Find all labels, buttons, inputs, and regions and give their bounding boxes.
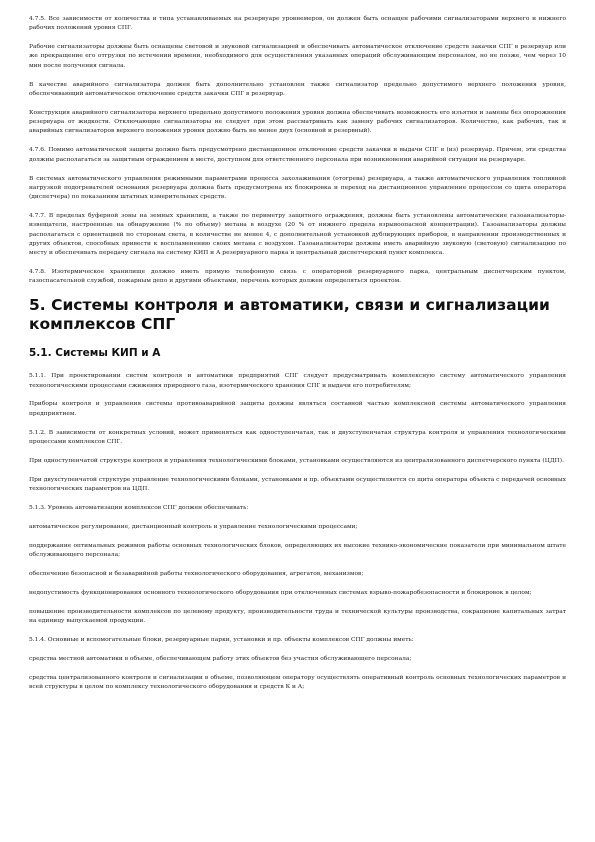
document-page (29, 15, 566, 702)
bottom-text-block (29, 372, 566, 692)
paragraph: повышение производительности комплексов по целевому продукту, производительности труда и технической культуры производства, сокращение капитальных затрат на единицу выпускаемой продукции. (29, 608, 566, 624)
paragraph: средства централизованного контроля и сигнализации в объеме, позволяющем оператору осуществлять оперативный контроль основных технологических параметров и всей структуры в целом по комплексу технологического оборудования и средств К и А; (29, 674, 566, 690)
paragraph: обеспечение безопасной и безаварийной работы технологического оборудования, агрегатов, механизмов; (29, 570, 364, 577)
paragraph: средства местной автоматики в объеме, обеспечивающем работу этих объектов без участия обслуживающего персонала; (29, 655, 412, 662)
paragraph: 5.1.1. При проектировании систем контроля и автоматики предприятий СПГ следует предусматривать комплексную систему автоматического управления технологическими процессами сжижения природного газа, изотермического хранения СПГ и выдачи его потребителям; (29, 373, 566, 389)
paragraph: 4.7.7. В пределах буферной зоны на земных хранилищ, а также по периметру защитного ограждения, должны быть установлены автоматические газоанализаторы-извещатели, настроенные на обнаружение (% по объему) метана в воздухе (20 % от нижнего предела взрывоопасной концентрации). Газоанализаторы должны располагаться с ориентацией по сторонам света, в количестве не менее 4, с дополнительной установкой дублирующих приборов, в направлении производственных и других объектов, способных привести к воспламенению своих метана с воздухом. Газоанализаторы должны иметь аварийную звуковую (световую) сигнализацию по месту и обеспечивать передачу сигнала на систему КИП и А резервуарного парка и центральный диспетчерский пункт комплекса. (29, 213, 566, 257)
subsection-heading: 5.1. Системы КИП и А (29, 347, 161, 360)
paragraph: 5.1.3. Уровень автоматизации комплексов СПГ должен обеспечивать: (29, 504, 249, 511)
section-heading: 5. Системы контроля и автоматики, связи и сигнализации комплексов СПГ (29, 296, 550, 334)
top-text-block (29, 15, 566, 287)
paragraph: 4.7.8. Изотермическое хранилище должно иметь прямую телефонную связь с операторной резервуарного парка, центральным диспетчерским пунктом, газоспасательной службой, пожарным депо и другими объектами, перечень которых должен определяться проектом. (29, 269, 566, 285)
paragraph: 4.7.5. Все зависимости от количества и типа устанавливаемых на резервуаре уровнемеров, он должен быть оснащен рабочими сигнализаторами верхнего и нижнего рабочих положений уровня СПГ. (29, 16, 566, 32)
paragraph: В системах автоматического управления режимными параметрами процесса захолаживания (отогрева) резервуара, а также автоматического управления топливной нагрузкой подогревателей основания резервуара должна быть предусмотрена их блокировка и переход на дистанционное управление процессом со щита оператора (диспетчера) по показаниям штатных измерительных средств. (29, 175, 566, 201)
paragraph: Приборы контроля и управления системы противоаварийной защиты должны являться составной частью комплексной системы автоматического управления предприятием. (29, 401, 566, 417)
paragraph: 5.1.2. В зависимости от конкретных условий, может применяться как одноступенчатая, так и двухступенчатая структура контроля и управления технологическими процессами комплексов СПГ. (29, 429, 566, 445)
paragraph: автоматическое регулирование, дистанционный контроль и управление технологическими процессами; (29, 523, 358, 530)
paragraph: 4.7.6. Помимо автоматической защиты должно быть предусмотрено дистанционное отключение средств закачки и выдачи СПГ в (из) резервуар. Причем, эти средства должны располагаться за защитным ограждением в месте, доступном для ответственного персонала при возникновении аварийной ситуации на резервуаре. (29, 147, 566, 163)
paragraph: Рабочие сигнализаторы должны быть оснащены световой и звуковой сигнализацией и обеспечивать автоматическое отключение средств закачки СПГ в резервуар или же прекращение его отгрузки по истечении времени, необходимого для осуществления указанных операций обслуживающим персоналом, но не позже, чем через 10 мин после получения сигнала. (29, 44, 566, 69)
paragraph: При двухступенчатой структуре управление технологическими блоками, установками и пр. объектами осуществляется со щита оператора объекта с передачей основных технологических параметров на ЦДП. (29, 476, 566, 493)
paragraph: В качестве аварийного сигнализатора должен быть дополнительно установлен также сигнализатор предельно допустимого верхнего положения уровня, обеспечивающий автоматическое отключение средств закачки СПГ в резервуар. (29, 81, 566, 97)
paragraph: 5.1.4. Основные и вспомогательные блоки, резервуарные парки, установки и пр. объекты комплексов СПГ должны иметь: (29, 636, 414, 643)
paragraph: Конструкция аварийного сигнализатора верхнего предельно допустимого положения уровня должна обеспечивать возможность его изъятия и замены без опорожнения резервуара от жидкости. Отключающие сигнализаторы не следует при этом рассматривать как замену рабочих сигнализаторов. Количество, как рабочих, так и аварийных сигнализаторов верхнего положения уровня должно быть не менее двух (основной и резервный). (29, 109, 566, 135)
paragraph: недопустимость функционирования основного технологического оборудования при отключенных системах взрыво-пожаробезопасности и блокировок в целом; (29, 589, 532, 596)
paragraph: поддержание оптимальных режимов работы основных технологических блоков, определяющих их высокие технико-экономические показатели при минимальном штате обслуживающего персонала; (29, 542, 566, 558)
paragraph: При одноступенчатой структуре контроля и управления технологическими блоками, установками осуществляются из централизованного диспетчерского пункта (ЦДП). (29, 457, 564, 464)
